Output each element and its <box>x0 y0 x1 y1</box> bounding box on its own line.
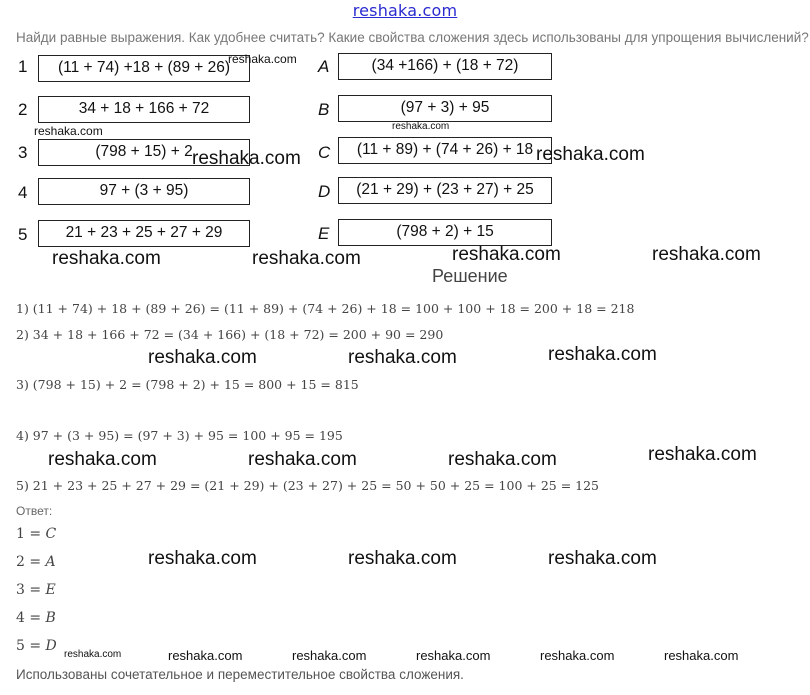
answer-5: 5 = D <box>16 638 57 654</box>
watermark: reshaka.com <box>548 344 657 365</box>
watermark: reshaka.com <box>664 648 739 663</box>
watermark: reshaka.com <box>648 444 757 465</box>
question-text: Найди равные выражения. Как удобнее считать? Какие свойства сложения здесь использованы для упрощения вычислений? <box>16 30 809 45</box>
answer-label: Ответ: <box>16 504 53 518</box>
watermark: reshaka.com <box>392 121 450 132</box>
item-letter-b: B <box>318 100 330 119</box>
watermark: reshaka.com <box>168 648 243 663</box>
watermark: reshaka.com <box>48 449 157 470</box>
item-letter-c: C <box>318 143 331 162</box>
solution-heading: Решение <box>432 266 508 286</box>
solution-line-3: 3) (798 + 15) + 2 = (798 + 2) + 15 = 800 + 15 = 815 <box>16 377 359 392</box>
watermark: reshaka.com <box>52 248 161 269</box>
expression-box-a: (34 +166) + (18 + 72) <box>338 53 552 80</box>
watermark: reshaka.com <box>228 52 297 66</box>
solution-line-4: 4) 97 + (3 + 95) = (97 + 3) + 95 = 100 + 95 = 195 <box>16 428 343 443</box>
watermark: reshaka.com <box>540 648 615 663</box>
item-number-2: 2 <box>18 100 28 119</box>
answer-4: 4 = B <box>16 610 56 626</box>
watermark: reshaka.com <box>448 449 557 470</box>
watermark: reshaka.com <box>34 124 103 138</box>
watermark: reshaka.com <box>64 649 122 660</box>
watermark: reshaka.com <box>548 548 657 569</box>
footer-text: Использованы сочетательное и переместительное свойства сложения. <box>16 667 464 682</box>
watermark: reshaka.com <box>536 144 645 165</box>
watermark: reshaka.com <box>452 244 561 265</box>
watermark: reshaka.com <box>148 548 257 569</box>
solution-line-1: 1) (11 + 74) + 18 + (89 + 26) = (11 + 89) + (74 + 26) + 18 = 100 + 100 + 18 = 200 + 18 = 218 <box>16 301 635 316</box>
answer-2: 2 = A <box>16 554 56 570</box>
expression-box-3: (798 + 15) + 2 <box>38 139 250 166</box>
answer-3: 3 = E <box>16 582 56 598</box>
answer-1: 1 = C <box>16 526 57 542</box>
watermark: reshaka.com <box>348 347 457 368</box>
expression-box-b: (97 + 3) + 95 <box>338 95 552 122</box>
watermark: reshaka.com <box>248 449 357 470</box>
expression-box-5: 21 + 23 + 25 + 27 + 29 <box>38 220 250 247</box>
watermark: reshaka.com <box>416 648 491 663</box>
watermark: reshaka.com <box>252 248 361 269</box>
item-letter-e: E <box>318 224 330 243</box>
watermark: reshaka.com <box>148 347 257 368</box>
watermark: reshaka.com <box>348 548 457 569</box>
expression-box-c: (11 + 89) + (74 + 26) + 18 <box>338 137 552 164</box>
expression-box-d: (21 + 29) + (23 + 27) + 25 <box>338 177 552 204</box>
item-letter-a: A <box>318 57 330 76</box>
item-number-1: 1 <box>18 57 28 76</box>
item-number-5: 5 <box>18 225 28 244</box>
expression-box-2: 34 + 18 + 166 + 72 <box>38 96 250 123</box>
watermark: reshaka.com <box>652 244 761 265</box>
item-letter-d: D <box>318 182 331 201</box>
item-number-4: 4 <box>18 183 28 202</box>
expression-box-1: (11 + 74) +18 + (89 + 26) <box>38 55 250 82</box>
item-number-3: 3 <box>18 143 28 162</box>
watermark: reshaka.com <box>192 148 301 169</box>
site-title-link[interactable]: reshaka.com <box>352 1 458 20</box>
watermark: reshaka.com <box>292 648 367 663</box>
solution-line-5: 5) 21 + 23 + 25 + 27 + 29 = (21 + 29) + (23 + 27) + 25 = 50 + 50 + 25 = 100 + 25 = 125 <box>16 478 600 493</box>
expression-box-e: (798 + 2) + 15 <box>338 219 552 246</box>
solution-line-2: 2) 34 + 18 + 166 + 72 = (34 + 166) + (18 + 72) = 200 + 90 = 290 <box>16 327 444 342</box>
expression-box-4: 97 + (3 + 95) <box>38 178 250 205</box>
